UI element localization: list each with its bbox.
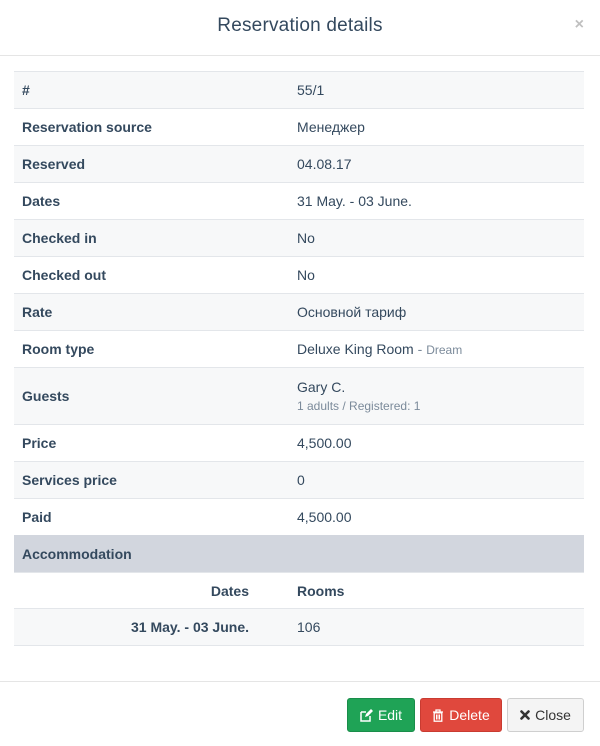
detail-row-source (14, 108, 584, 145)
detail-value: No (297, 230, 315, 246)
detail-label: Price (22, 435, 57, 451)
detail-label: Guests (22, 388, 70, 404)
guest-name: Gary C. (297, 379, 346, 395)
detail-row-services-price (14, 461, 584, 498)
detail-value: 0 (297, 472, 305, 488)
details-table (14, 71, 584, 646)
detail-row-checked-in (14, 219, 584, 256)
detail-value: 55/1 (297, 82, 325, 98)
modal-footer (0, 681, 600, 746)
accommodation-section-title: Accommodation (14, 535, 584, 572)
room-type-name: Deluxe King Room (297, 341, 414, 357)
detail-row-price (14, 424, 584, 461)
guest-summary: 1 adults / Registered: 1 (297, 399, 421, 413)
detail-value: No (297, 267, 315, 283)
trash-icon (432, 709, 444, 722)
edit-icon (360, 709, 373, 722)
detail-row-room-type (14, 330, 584, 367)
detail-value: 31 May. - 03 June. (297, 193, 412, 209)
detail-row-guests (14, 367, 584, 424)
close-icon[interactable]: × (574, 16, 584, 33)
detail-value: Основной тариф (297, 304, 407, 320)
accommodation-row (14, 608, 584, 646)
detail-label: Paid (22, 509, 52, 525)
detail-label: # (22, 82, 30, 98)
detail-label: Reservation source (22, 119, 152, 135)
detail-row-paid (14, 498, 584, 535)
detail-label: Dates (22, 193, 61, 209)
detail-label: Checked in (22, 230, 97, 246)
edit-button[interactable] (347, 698, 415, 732)
detail-row-number (14, 71, 584, 108)
close-icon (520, 710, 530, 720)
accommodation-header-row (14, 572, 584, 608)
detail-label: Checked out (22, 267, 107, 283)
accommodation-dates: 31 May. - 03 June. (130, 619, 249, 635)
detail-row-rate (14, 293, 584, 330)
detail-value: 4,500.00 (297, 435, 352, 451)
accommodation-col-rooms: Rooms (297, 582, 345, 599)
detail-label: Rate (22, 304, 53, 320)
detail-value: 04.08.17 (297, 156, 352, 172)
modal-header (0, 0, 600, 56)
detail-value: Менеджер (297, 119, 365, 135)
accommodation-col-dates: Dates (210, 582, 249, 599)
detail-label: Services price (22, 472, 117, 488)
room-type-separator: - (413, 341, 427, 357)
edit-label: Edit (377, 707, 403, 723)
close-button[interactable] (507, 698, 584, 732)
delete-label: Delete (449, 707, 490, 723)
room-type-sub: Dream (426, 343, 463, 357)
detail-label: Room type (22, 341, 95, 357)
accommodation-rooms: 106 (297, 619, 321, 635)
detail-row-checked-out (14, 256, 584, 293)
detail-row-dates (14, 182, 584, 219)
detail-label: Reserved (22, 156, 86, 172)
close-label: Close (535, 707, 571, 723)
delete-button[interactable] (420, 698, 502, 732)
detail-value: 4,500.00 (297, 509, 352, 525)
modal-title: Reservation details (217, 15, 383, 36)
detail-value (297, 341, 576, 357)
detail-row-reserved (14, 145, 584, 182)
